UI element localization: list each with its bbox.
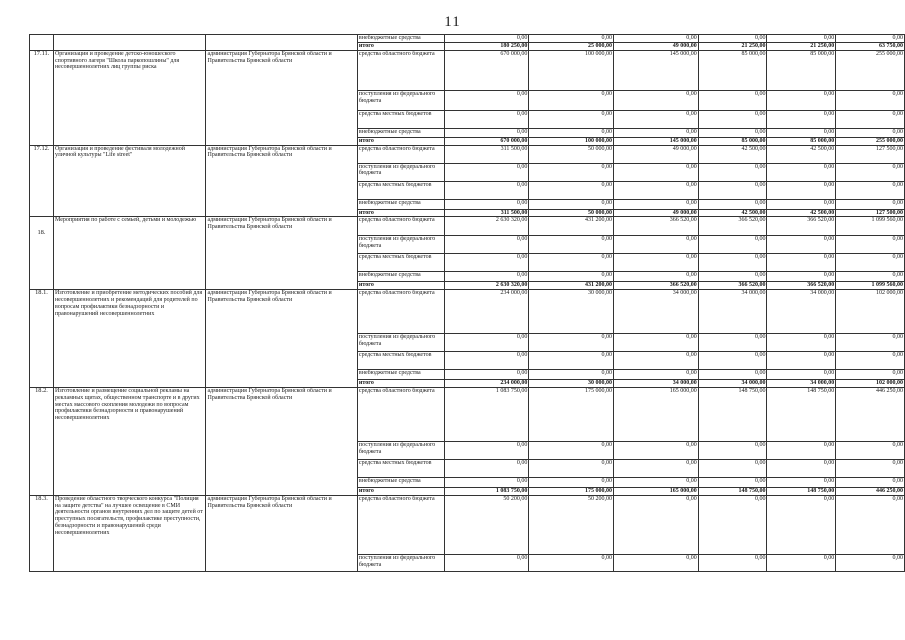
extra-value-cell: 0,00 xyxy=(614,199,699,209)
federal-value-cell: 0,00 xyxy=(698,163,767,181)
extra-value-cell: 0,00 xyxy=(698,35,767,43)
total-value-cell: 311 500,00 xyxy=(444,209,529,217)
total-value-cell: 148 750,00 xyxy=(698,487,767,495)
federal-value-cell: 0,00 xyxy=(836,236,905,254)
federal-value-cell: 0,00 xyxy=(767,334,836,352)
item-executor: администрация Губернатора Брянской области и Правительства Брянской области xyxy=(206,495,357,571)
regional-value-cell: 148 750,00 xyxy=(767,387,836,441)
total-value-cell: 1 099 560,00 xyxy=(836,282,905,290)
extra-value-cell: 0,00 xyxy=(767,199,836,209)
total-value-cell: 175 000,00 xyxy=(529,487,614,495)
federal-value-cell: 0,00 xyxy=(836,554,905,571)
regional-value-cell: 366 520,00 xyxy=(614,217,699,236)
total-value-cell: 25 000,00 xyxy=(529,43,614,51)
extra-value-cell: 0,00 xyxy=(767,477,836,487)
total-value-cell: 255 000,00 xyxy=(836,137,905,145)
federal-value-cell: 0,00 xyxy=(698,334,767,352)
total-value-cell: 100 000,00 xyxy=(529,137,614,145)
total-value-cell: 366 520,00 xyxy=(767,282,836,290)
total-value-cell: 21 250,00 xyxy=(767,43,836,51)
local-value-cell: 0,00 xyxy=(529,110,614,128)
budget-table xyxy=(29,34,905,572)
total-value-cell: 102 000,00 xyxy=(836,380,905,388)
local-budgets-label: средства местных бюджетов xyxy=(357,181,444,199)
federal-value-cell: 0,00 xyxy=(614,163,699,181)
extra-value-cell: 0,00 xyxy=(767,35,836,43)
extra-budgetary-label: внебюджетные средства xyxy=(357,199,444,209)
total-value-cell: 366 520,00 xyxy=(614,282,699,290)
total-value-cell: 1 083 750,00 xyxy=(444,487,529,495)
extra-budgetary-label: внебюджетные средства xyxy=(357,370,444,380)
regional-budget-label: средства областного бюджета xyxy=(357,145,444,163)
regional-value-cell: 30 000,00 xyxy=(529,290,614,334)
item-executor: администрация Губернатора Брянской области и Правительства Брянской области xyxy=(206,290,357,388)
local-value-cell: 0,00 xyxy=(698,254,767,272)
regional-value-cell: 50 000,00 xyxy=(529,145,614,163)
federal-value-cell: 0,00 xyxy=(529,236,614,254)
local-value-cell: 0,00 xyxy=(444,459,529,477)
regional-value-cell: 0,00 xyxy=(614,495,699,554)
carryover-title-cell xyxy=(53,35,206,51)
table-row xyxy=(30,217,905,236)
extra-value-cell: 0,00 xyxy=(698,272,767,282)
total-value-cell: 234 000,00 xyxy=(444,380,529,388)
extra-value-cell: 0,00 xyxy=(767,128,836,137)
item-number: 18. xyxy=(30,217,54,290)
local-value-cell: 0,00 xyxy=(614,254,699,272)
regional-value-cell: 670 000,00 xyxy=(444,50,529,90)
extra-value-cell: 0,00 xyxy=(529,128,614,137)
item-executor: администрация Губернатора Брянской области и Правительства Брянской области xyxy=(206,217,357,290)
regional-value-cell: 0,00 xyxy=(698,495,767,554)
federal-value-cell: 0,00 xyxy=(614,334,699,352)
regional-value-cell: 148 750,00 xyxy=(698,387,767,441)
federal-value-cell: 0,00 xyxy=(444,236,529,254)
carryover-executor-cell xyxy=(206,35,357,51)
local-value-cell: 0,00 xyxy=(614,181,699,199)
total-value-cell: 34 000,00 xyxy=(614,380,699,388)
table-row xyxy=(30,35,905,43)
total-value-cell: 670 000,00 xyxy=(444,137,529,145)
local-value-cell: 0,00 xyxy=(836,254,905,272)
total-value-cell: 63 750,00 xyxy=(836,43,905,51)
local-value-cell: 0,00 xyxy=(767,459,836,477)
regional-value-cell: 42 500,00 xyxy=(767,145,836,163)
extra-value-cell: 0,00 xyxy=(614,272,699,282)
local-value-cell: 0,00 xyxy=(529,181,614,199)
item-title: Изготовление и размещение социальной рекламы на рекламных щитах, общественном транспорте и в других местах массового скопления молодежи по вопросам профилактики безнадзорности и правонарушений несовершеннолетних xyxy=(53,387,206,495)
local-value-cell: 0,00 xyxy=(529,254,614,272)
federal-value-cell: 0,00 xyxy=(767,236,836,254)
table-row xyxy=(30,50,905,90)
federal-value-cell: 0,00 xyxy=(767,554,836,571)
extra-value-cell: 0,00 xyxy=(529,35,614,43)
extra-value-cell: 0,00 xyxy=(836,370,905,380)
regional-value-cell: 431 200,00 xyxy=(529,217,614,236)
federal-budget-label: поступления из федерального бюджета xyxy=(357,441,444,459)
regional-value-cell: 255 000,00 xyxy=(836,50,905,90)
regional-value-cell: 34 000,00 xyxy=(698,290,767,334)
local-value-cell: 0,00 xyxy=(444,352,529,370)
extra-value-cell: 0,00 xyxy=(698,199,767,209)
federal-value-cell: 0,00 xyxy=(529,163,614,181)
federal-value-cell: 0,00 xyxy=(698,236,767,254)
total-value-cell: 50 000,00 xyxy=(529,209,614,217)
local-budgets-label: средства местных бюджетов xyxy=(357,254,444,272)
extra-value-cell: 0,00 xyxy=(444,477,529,487)
regional-value-cell: 0,00 xyxy=(767,495,836,554)
extra-value-cell: 0,00 xyxy=(444,272,529,282)
total-label: итого xyxy=(357,282,444,290)
federal-value-cell: 0,00 xyxy=(698,90,767,110)
extra-value-cell: 0,00 xyxy=(444,128,529,137)
regional-value-cell: 34 000,00 xyxy=(614,290,699,334)
total-value-cell: 148 750,00 xyxy=(767,487,836,495)
regional-value-cell: 34 000,00 xyxy=(767,290,836,334)
local-value-cell: 0,00 xyxy=(767,110,836,128)
regional-value-cell: 366 520,00 xyxy=(767,217,836,236)
regional-value-cell: 42 500,00 xyxy=(698,145,767,163)
regional-budget-label: средства областного бюджета xyxy=(357,495,444,554)
total-label: итого xyxy=(357,137,444,145)
regional-value-cell: 366 520,00 xyxy=(698,217,767,236)
federal-value-cell: 0,00 xyxy=(529,554,614,571)
total-label: итого xyxy=(357,380,444,388)
item-title: Мероприятия по работе с семьей, детьми и молодежью xyxy=(53,217,206,290)
federal-value-cell: 0,00 xyxy=(444,554,529,571)
extra-budgetary-label: внебюджетные средства xyxy=(357,477,444,487)
extra-value-cell: 0,00 xyxy=(698,477,767,487)
local-value-cell: 0,00 xyxy=(836,352,905,370)
item-number: 18.2. xyxy=(30,387,54,495)
total-value-cell: 21 250,00 xyxy=(698,43,767,51)
local-value-cell: 0,00 xyxy=(767,352,836,370)
extra-value-cell: 0,00 xyxy=(444,370,529,380)
total-value-cell: 431 200,00 xyxy=(529,282,614,290)
local-value-cell: 0,00 xyxy=(767,254,836,272)
federal-budget-label: поступления из федерального бюджета xyxy=(357,163,444,181)
regional-value-cell: 100 000,00 xyxy=(529,50,614,90)
regional-value-cell: 165 000,00 xyxy=(614,387,699,441)
extra-value-cell: 0,00 xyxy=(836,35,905,43)
regional-value-cell: 234 000,00 xyxy=(444,290,529,334)
extra-value-cell: 0,00 xyxy=(529,477,614,487)
local-value-cell: 0,00 xyxy=(836,181,905,199)
extra-value-cell: 0,00 xyxy=(529,370,614,380)
total-value-cell: 34 000,00 xyxy=(767,380,836,388)
regional-value-cell: 0,00 xyxy=(836,495,905,554)
total-value-cell: 165 000,00 xyxy=(614,487,699,495)
federal-value-cell: 0,00 xyxy=(836,163,905,181)
total-value-cell: 85 000,00 xyxy=(698,137,767,145)
regional-value-cell: 311 500,00 xyxy=(444,145,529,163)
total-value-cell: 180 250,00 xyxy=(444,43,529,51)
regional-value-cell: 102 000,00 xyxy=(836,290,905,334)
table-row xyxy=(30,145,905,163)
carryover-number-cell xyxy=(30,35,54,51)
total-value-cell: 85 000,00 xyxy=(767,137,836,145)
extra-value-cell: 0,00 xyxy=(836,477,905,487)
regional-value-cell: 50 200,00 xyxy=(444,495,529,554)
table-row xyxy=(30,495,905,554)
local-budgets-label: средства местных бюджетов xyxy=(357,110,444,128)
table-row xyxy=(30,387,905,441)
extra-value-cell: 0,00 xyxy=(698,370,767,380)
item-executor: администрация Губернатора Брянской области и Правительства Брянской области xyxy=(206,387,357,495)
extra-value-cell: 0,00 xyxy=(614,477,699,487)
table-row xyxy=(30,290,905,334)
federal-value-cell: 0,00 xyxy=(614,441,699,459)
total-label: итого xyxy=(357,43,444,51)
total-value-cell: 49 000,00 xyxy=(614,209,699,217)
federal-value-cell: 0,00 xyxy=(529,334,614,352)
extra-value-cell: 0,00 xyxy=(614,370,699,380)
item-number: 17.11. xyxy=(30,50,54,145)
federal-value-cell: 0,00 xyxy=(698,441,767,459)
extra-value-cell: 0,00 xyxy=(614,35,699,43)
item-title: Организация и проведение детско-юношеского спортивного лагеря "Школа паркопошлины" для несовершеннолетних лиц группы риска xyxy=(53,50,206,145)
federal-value-cell: 0,00 xyxy=(698,554,767,571)
extra-value-cell: 0,00 xyxy=(529,199,614,209)
federal-value-cell: 0,00 xyxy=(614,236,699,254)
local-value-cell: 0,00 xyxy=(836,110,905,128)
regional-value-cell: 1 099 560,00 xyxy=(836,217,905,236)
extra-value-cell: 0,00 xyxy=(698,128,767,137)
regional-budget-label: средства областного бюджета xyxy=(357,50,444,90)
local-value-cell: 0,00 xyxy=(614,110,699,128)
federal-value-cell: 0,00 xyxy=(767,441,836,459)
federal-value-cell: 0,00 xyxy=(444,441,529,459)
extra-value-cell: 0,00 xyxy=(444,35,529,43)
local-value-cell: 0,00 xyxy=(614,459,699,477)
regional-budget-label: средства областного бюджета xyxy=(357,387,444,441)
extra-value-cell: 0,00 xyxy=(836,272,905,282)
regional-value-cell: 446 250,00 xyxy=(836,387,905,441)
extra-value-cell: 0,00 xyxy=(767,272,836,282)
extra-value-cell: 0,00 xyxy=(836,128,905,137)
item-number: 17.12. xyxy=(30,145,54,217)
local-value-cell: 0,00 xyxy=(698,352,767,370)
local-value-cell: 0,00 xyxy=(698,110,767,128)
item-title: Изготовление и приобретение методических пособий для несовершеннолетних и рекомендаций для родителей по вопросам профилактики безнадзорности и правонарушений несовершеннолетних xyxy=(53,290,206,388)
total-value-cell: 446 250,00 xyxy=(836,487,905,495)
total-value-cell: 30 000,00 xyxy=(529,380,614,388)
item-number: 18.3. xyxy=(30,495,54,571)
total-value-cell: 127 500,00 xyxy=(836,209,905,217)
extra-value-cell: 0,00 xyxy=(444,199,529,209)
federal-budget-label: поступления из федерального бюджета xyxy=(357,334,444,352)
local-value-cell: 0,00 xyxy=(529,459,614,477)
federal-value-cell: 0,00 xyxy=(767,90,836,110)
federal-value-cell: 0,00 xyxy=(529,90,614,110)
extra-value-cell: 0,00 xyxy=(767,370,836,380)
total-label: итого xyxy=(357,487,444,495)
local-value-cell: 0,00 xyxy=(767,181,836,199)
regional-value-cell: 85 000,00 xyxy=(767,50,836,90)
item-number: 18.1. xyxy=(30,290,54,388)
item-executor: администрация Губернатора Брянской области и Правительства Брянской области xyxy=(206,145,357,217)
local-budgets-label: средства местных бюджетов xyxy=(357,352,444,370)
federal-budget-label: поступления из федерального бюджета xyxy=(357,236,444,254)
regional-value-cell: 175 000,00 xyxy=(529,387,614,441)
extra-budgetary-label: внебюджетные средства xyxy=(357,272,444,282)
total-value-cell: 42 500,00 xyxy=(698,209,767,217)
local-value-cell: 0,00 xyxy=(614,352,699,370)
total-value-cell: 49 000,00 xyxy=(614,43,699,51)
federal-value-cell: 0,00 xyxy=(444,163,529,181)
page-number: 11 xyxy=(444,14,461,30)
total-value-cell: 366 520,00 xyxy=(698,282,767,290)
federal-value-cell: 0,00 xyxy=(836,90,905,110)
table-body xyxy=(30,35,905,572)
regional-value-cell: 1 083 750,00 xyxy=(444,387,529,441)
extra-budgetary-label: внебюджетные средства xyxy=(357,128,444,137)
local-value-cell: 0,00 xyxy=(444,254,529,272)
federal-value-cell: 0,00 xyxy=(614,90,699,110)
local-budgets-label: средства местных бюджетов xyxy=(357,459,444,477)
federal-value-cell: 0,00 xyxy=(614,554,699,571)
regional-budget-label: средства областного бюджета xyxy=(357,217,444,236)
federal-budget-label: поступления из федерального бюджета xyxy=(357,554,444,571)
regional-budget-label: средства областного бюджета xyxy=(357,290,444,334)
regional-value-cell: 49 000,00 xyxy=(614,145,699,163)
extra-value-cell: 0,00 xyxy=(529,272,614,282)
item-title: Организация и проведение фестиваля молодежной уличной культуры "Life street" xyxy=(53,145,206,217)
regional-value-cell: 2 630 320,00 xyxy=(444,217,529,236)
local-value-cell: 0,00 xyxy=(698,181,767,199)
federal-value-cell: 0,00 xyxy=(529,441,614,459)
total-value-cell: 42 500,00 xyxy=(767,209,836,217)
item-title: Проведение областного творческого конкурса "Полиция на защите детства" на лучшее освещение в СМИ деятельности органов внутренних дел по защите детей от преступных посягательств, профилактике преступности, безнадзорности и правонарушений среди несовершеннолетних xyxy=(53,495,206,571)
extra-value-cell: 0,00 xyxy=(836,199,905,209)
local-value-cell: 0,00 xyxy=(444,181,529,199)
local-value-cell: 0,00 xyxy=(444,110,529,128)
item-executor: администрация Губернатора Брянской области и Правительства Брянской области xyxy=(206,50,357,145)
regional-value-cell: 127 500,00 xyxy=(836,145,905,163)
federal-value-cell: 0,00 xyxy=(836,441,905,459)
regional-value-cell: 85 000,00 xyxy=(698,50,767,90)
total-label: итого xyxy=(357,209,444,217)
extra-value-cell: 0,00 xyxy=(614,128,699,137)
federal-value-cell: 0,00 xyxy=(444,90,529,110)
local-value-cell: 0,00 xyxy=(529,352,614,370)
local-value-cell: 0,00 xyxy=(836,459,905,477)
federal-value-cell: 0,00 xyxy=(444,334,529,352)
regional-value-cell: 145 000,00 xyxy=(614,50,699,90)
extra-budgetary-label: внебюджетные средства xyxy=(357,35,444,43)
local-value-cell: 0,00 xyxy=(698,459,767,477)
federal-budget-label: поступления из федерального бюджета xyxy=(357,90,444,110)
total-value-cell: 34 000,00 xyxy=(698,380,767,388)
total-value-cell: 145 000,00 xyxy=(614,137,699,145)
regional-value-cell: 50 200,00 xyxy=(529,495,614,554)
federal-value-cell: 0,00 xyxy=(836,334,905,352)
total-value-cell: 2 630 320,00 xyxy=(444,282,529,290)
federal-value-cell: 0,00 xyxy=(767,163,836,181)
